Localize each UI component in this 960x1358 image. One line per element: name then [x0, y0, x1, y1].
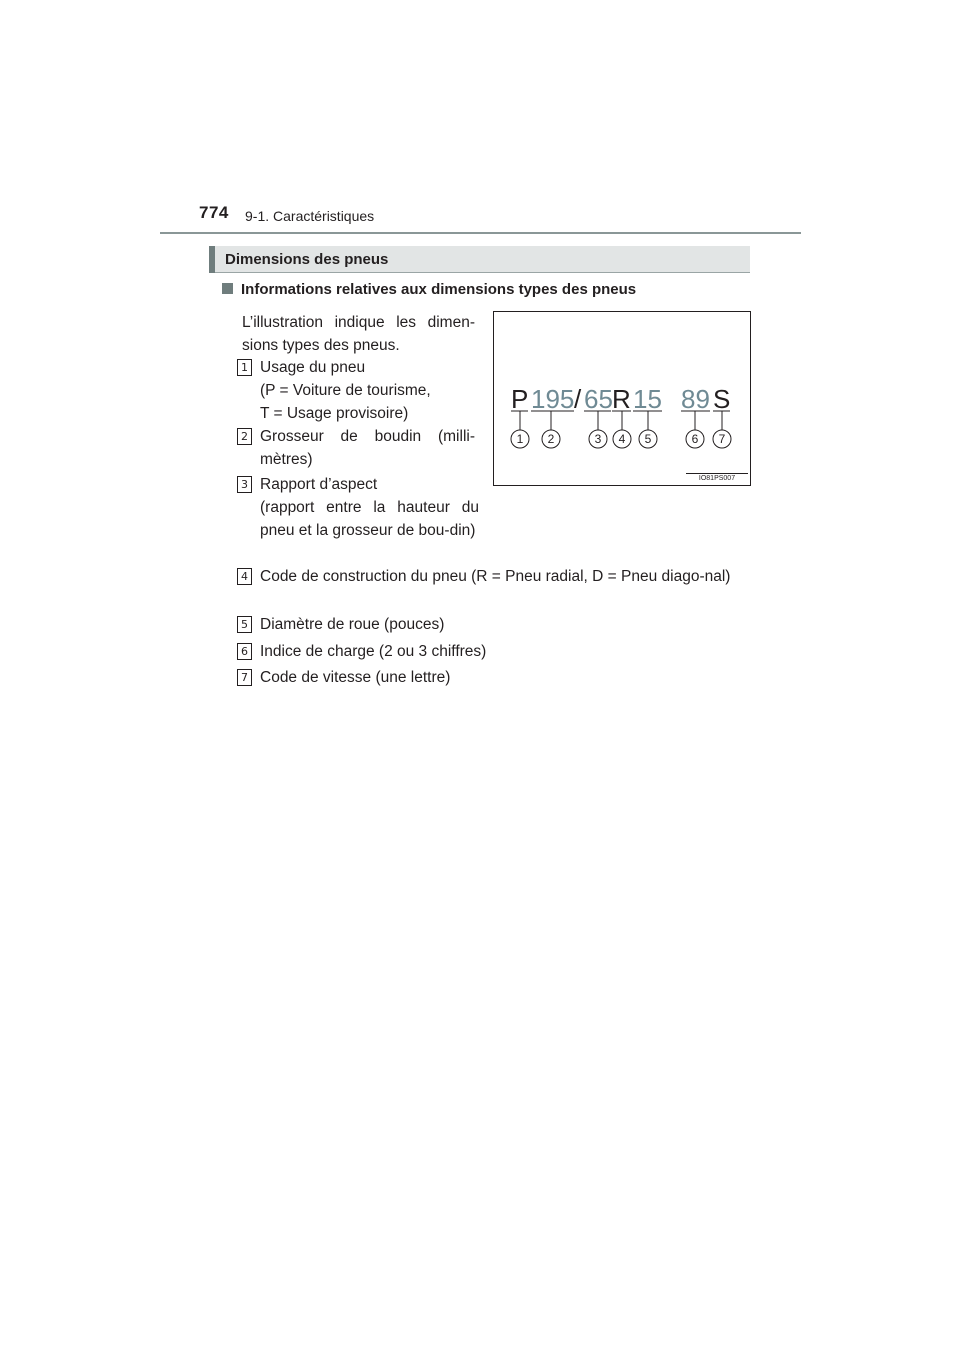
item-text: Rapport d’aspect (rapport entre la hauteur du pneu et la grosseur de bou-din) — [260, 476, 479, 539]
item-number-badge: 6 — [237, 643, 252, 660]
tire-code-char: 195 — [531, 384, 575, 414]
intro-paragraph: L’illustration indique les dimen-sions types des pneus. — [242, 314, 475, 354]
tire-code-char: 89 — [681, 384, 710, 414]
tire-code-char: 15 — [633, 384, 662, 414]
callout-number: 2 — [547, 432, 555, 446]
item-text: Grosseur de boudin (milli-mètres) — [260, 428, 475, 468]
section-band-title: Dimensions des pneus — [225, 251, 389, 268]
tire-code-char: R — [612, 384, 631, 414]
tire-code-char: 65 — [584, 384, 613, 414]
item-number-badge: 5 — [237, 616, 252, 633]
item-text: Code de construction du pneu (R = Pneu radial, D = Pneu diago-nal) — [260, 568, 731, 585]
item-number-badge: 7 — [237, 669, 252, 686]
header-rule — [160, 232, 801, 234]
item-number-badge: 4 — [237, 568, 252, 585]
subheading-text: Informations relatives aux dimensions types des pneus — [241, 281, 637, 298]
figure-code-label: IO81PS007 — [686, 473, 748, 484]
callout-number: 4 — [618, 432, 626, 446]
tire-code-diagram — [494, 312, 750, 485]
item-number-badge: 2 — [237, 428, 252, 445]
section-band — [209, 246, 750, 273]
tire-size-illustration — [493, 311, 751, 486]
item-text: Usage du pneu (P = Voiture de tourisme, T = Usage provisoire) — [260, 359, 431, 422]
callout-number: 5 — [644, 432, 652, 446]
callout-number: 6 — [691, 432, 699, 446]
item-text: Indice de charge (2 ou 3 chiffres) — [260, 643, 487, 660]
callout-number: 7 — [718, 432, 726, 446]
subheading — [222, 281, 636, 298]
tire-code-char: S — [713, 384, 731, 414]
item-text: Diamètre de roue (pouces) — [260, 616, 445, 633]
section-title: 9-1. Caractéristiques — [245, 208, 375, 224]
item-number-badge: 3 — [237, 476, 252, 493]
band-marker — [209, 246, 215, 273]
item-number-badge: 1 — [237, 359, 252, 376]
callout-number: 1 — [516, 432, 524, 446]
square-bullet-icon — [222, 283, 233, 294]
callout-number: 3 — [594, 432, 602, 446]
tire-code-char: P — [511, 384, 529, 414]
page-number: 774 — [199, 203, 229, 222]
tire-code-char: / — [574, 384, 582, 414]
item-text: Code de vitesse (une lettre) — [260, 669, 451, 686]
